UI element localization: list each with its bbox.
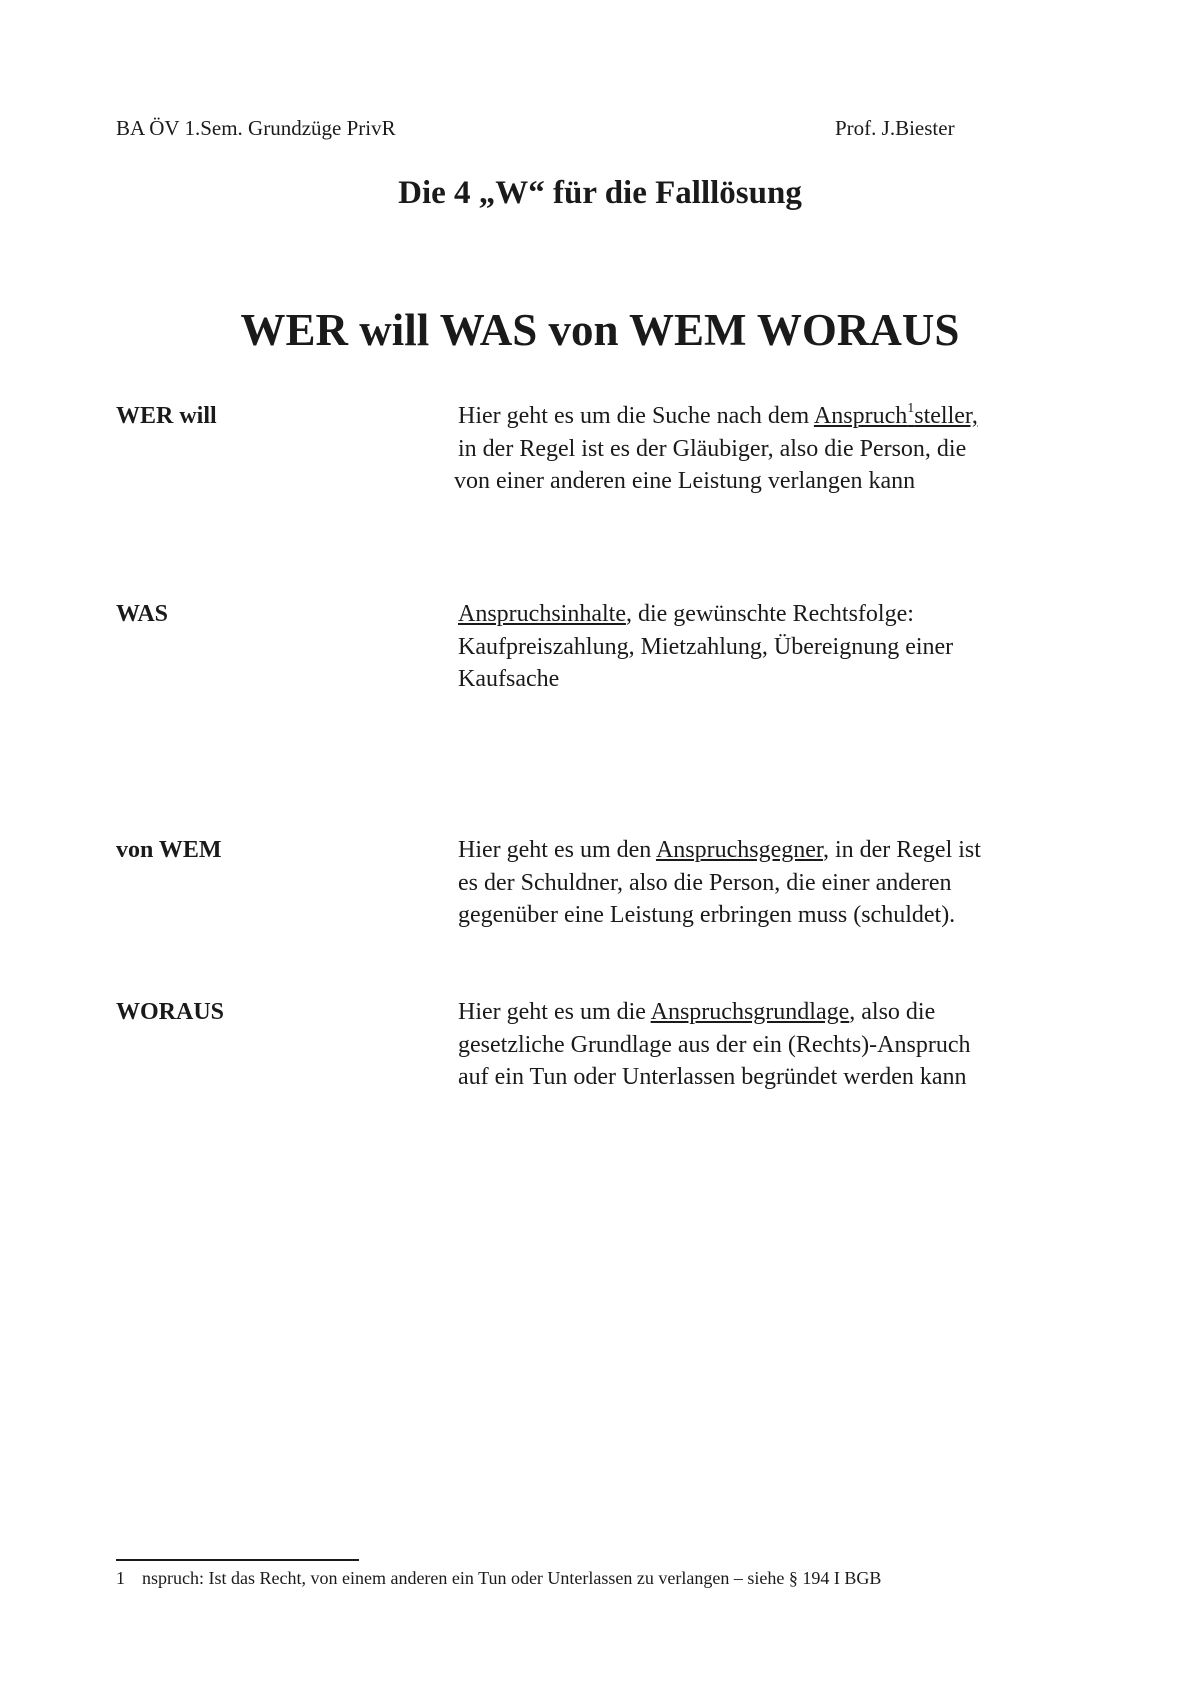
footnote-text: nspruch: Ist das Recht, von einem anderen ein Tun oder Unterlassen zu verlangen – siehe § 194 I BGB: [142, 1568, 882, 1588]
footnote-divider: [116, 1559, 359, 1561]
row-label: von WEM: [116, 837, 222, 863]
document-subtitle: Die 4 „W“ für die Falllösung: [398, 175, 802, 211]
row-description: [454, 400, 1098, 498]
row-line: gesetzliche Grundlage aus der ein (Rechts)-Anspruch: [458, 1031, 971, 1058]
row-line: Kaufsache: [458, 666, 560, 692]
row-line: es der Schuldner, also die Person, die einer anderen: [458, 869, 952, 896]
text-segment: Hier geht es um die: [458, 999, 651, 1025]
footnote-marker: 1: [907, 401, 915, 416]
underlined-term: Anspruchsgegner: [655, 837, 823, 863]
row-line: auf ein Tun oder Unterlassen begründet werden kann: [458, 1064, 967, 1090]
row-line: [458, 400, 1098, 433]
underlined-term: Anspruchsinhalte: [458, 601, 626, 627]
text-segment: , also die: [849, 999, 936, 1025]
text-segment: Hier geht es um den: [458, 837, 656, 863]
document-title: WER will WAS von WEM WORAUS: [240, 305, 960, 355]
row-label: WAS: [116, 601, 169, 627]
row-line: [458, 834, 1098, 867]
term-suffix: steller,: [914, 403, 978, 429]
text-segment: , die gewünschte Rechtsfolge:: [625, 601, 914, 627]
footnote: [116, 1566, 881, 1590]
footnote-number: 1: [116, 1568, 125, 1588]
row-line: [458, 996, 1098, 1029]
row-line: Kaufpreiszahlung, Mietzahlung, Übereignung einer: [458, 633, 954, 660]
row-line: [458, 598, 1098, 631]
row-description: [458, 834, 1098, 932]
underlined-term: [814, 403, 978, 429]
text-segment: Hier geht es um die Suche nach dem: [458, 403, 814, 429]
row-line: von einer anderen eine Leistung verlangen kann: [454, 468, 916, 494]
row-line: in der Regel ist es der Gläubiger, also die Person, die: [458, 435, 967, 462]
row-description: [458, 598, 1098, 696]
row-line: gegenüber eine Leistung erbringen muss (schuldet).: [458, 902, 956, 928]
row-label: WORAUS: [116, 999, 225, 1025]
header-author: Prof. J.Biester: [835, 116, 955, 140]
term-text: Anspruch: [813, 403, 908, 429]
text-segment: , in der Regel ist: [822, 837, 981, 863]
underlined-term: Anspruchsgrundlage: [650, 999, 850, 1025]
header-course: BA ÖV 1.Sem. Grundzüge PrivR: [116, 116, 396, 140]
row-label: WER will: [116, 403, 217, 429]
row-description: [458, 996, 1098, 1094]
